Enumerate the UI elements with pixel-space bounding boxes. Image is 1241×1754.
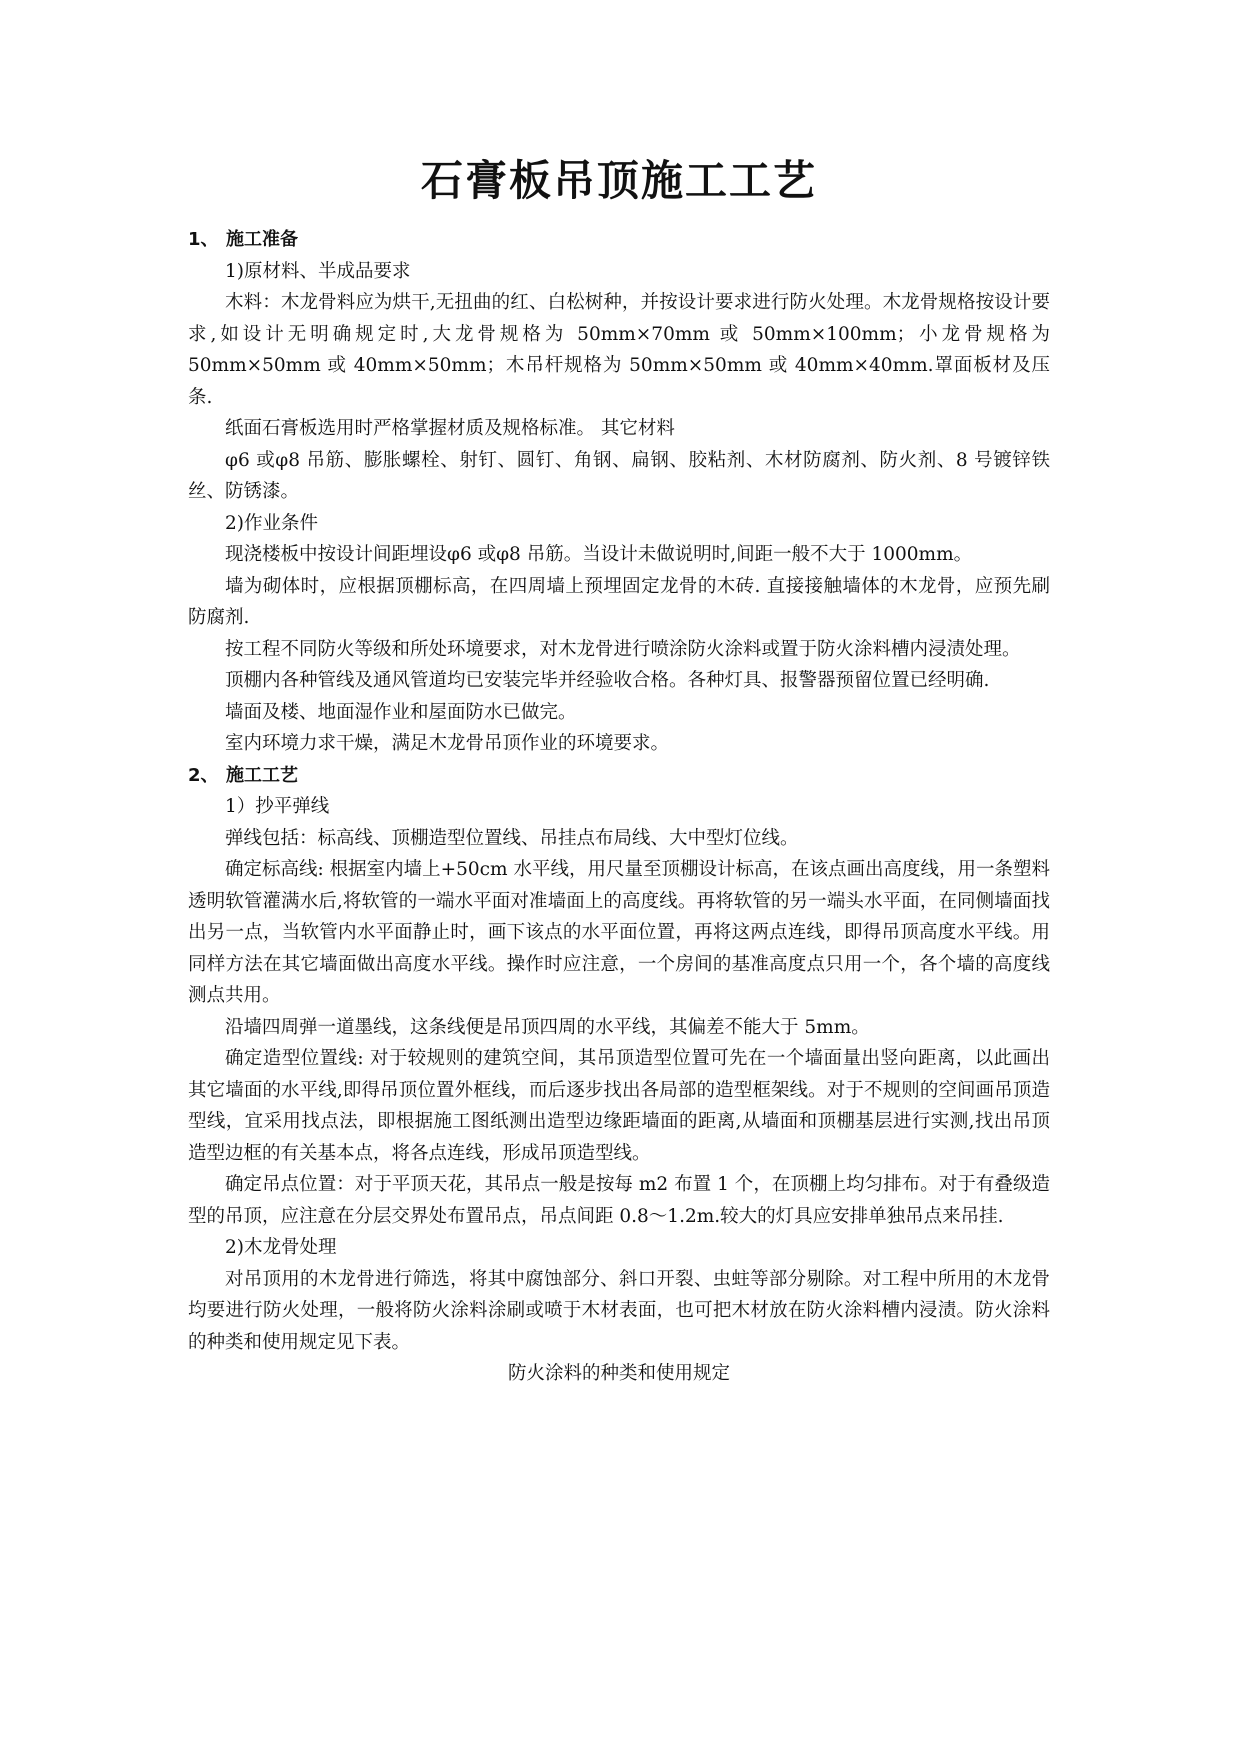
section-1-title: 施工准备 [226, 229, 298, 250]
section-1-number: 1、 [188, 229, 219, 250]
paragraph-condition-5: 墙面及楼、地面湿作业和屋面防水已做完。 [225, 701, 577, 723]
paragraph-lines-4: 确定造型位置线: 对于较规则的建筑空间，其吊顶造型位置可先在一个墙面量出竖向距离，以此画出其它墙面的水平线,即得吊顶位置外框线，而后逐步找出各局部的造型框架线。对于不规则的空间画吊顶造型线，宜采用找点法，即根据施工图纸测出造型边缘距墙面的距离,从墙面和顶棚基层进行实测,找出吊顶造型边框的有关基本点，将各点连线，形成吊顶造型线。 [188, 1048, 1050, 1164]
paragraph-lines-2: 确定标高线: 根据室内墙上+50cm 水平线，用尺量至顶棚设计标高，在该点画出高度线，用一条塑料透明软管灌满水后,将软管的一端水平面对准墙面上的高度线。再将软管的另一端头水平面，在同侧墙面找出另一点，当软管内水平面静止时，画下该点的水平面位置，再将这两点连线，即得吊顶高度水平线。用同样方法在其它墙面做出高度水平线。操作时应注意，一个房间的基准高度点只用一个，各个墙的高度线测点共用。 [188, 859, 1050, 1006]
paragraph-gypsum: 纸面石膏板选用时严格掌握材质及规格标准。 其它材料 [225, 418, 675, 439]
paragraph-wood-treatment: 对吊顶用的木龙骨进行筛选，将其中腐蚀部分、斜口开裂、虫蛀等部分剔除。对工程中所用的木龙骨均要进行防火处理，一般将防火涂料涂刷或喷于木材表面，也可把木材放在防火涂料槽内浸渍。防火涂料的种类和使用规定见下表。 [188, 1268, 1050, 1353]
section-2-heading [188, 760, 1050, 792]
paragraph-other-materials: φ6 或φ8 吊筋、膨胀螺栓、射钉、圆钉、角钢、扁钢、胶粘剂、木材防腐剂、防火剂、8 号镀锌铁丝、防锈漆。 [188, 449, 1050, 502]
paragraph-condition-6: 室内环境力求干燥，满足木龙骨吊顶作业的环境要求。 [225, 733, 670, 754]
subheading-conditions: 2)作业条件 [225, 512, 318, 534]
document-title: 石膏板吊顶施工工艺 [420, 156, 817, 205]
paragraph-lines-3: 沿墙四周弹一道墨线，这条线便是吊顶四周的水平线，其偏差不能大于 5mm。 [225, 1016, 870, 1038]
paragraph-condition-4: 顶棚内各种管线及通风管道均已安装完毕并经验收合格。各种灯具、报警器预留位置已经明确. [225, 670, 990, 691]
paragraph-condition-1: 现浇楼板中按设计间距埋设φ6 或φ8 吊筋。当设计未做说明时,间距一般不大于 1000mm。 [225, 544, 973, 565]
paragraph-condition-3: 按工程不同防火等级和所处环境要求，对木龙骨进行喷涂防火涂料或置于防火涂料槽内浸渍处理。 [225, 638, 1021, 660]
paragraph-lines-1: 弹线包括：标高线、顶棚造型位置线、吊挂点布局线、大中型灯位线。 [225, 827, 799, 849]
subheading-levelling: 1）抄平弹线 [225, 796, 330, 817]
paragraph-wood: 木料：木龙骨料应为烘干,无扭曲的红、白松树种，并按设计要求进行防火处理。木龙骨规格按设计要求,如设计无明确规定时,大龙骨规格为 50mm×70mm 或 50mm×100mm；小龙骨规格为 50mm×50mm 或 40mm×50mm；木吊杆规格为 50mm×50mm 或 40mm×40mm.罩面板材及压条. [188, 292, 1050, 408]
paragraph-lines-5: 确定吊点位置：对于平顶天花，其吊点一般是按每 m2 布置 1 个，在顶棚上均匀排布。对于有叠级造型的吊顶，应注意在分层交界处布置吊点，吊点间距 0.8～1.2m.较大的灯具应安排单独吊点来吊挂. [188, 1174, 1050, 1227]
section-2-title: 施工工艺 [226, 764, 298, 786]
section-1-heading [188, 224, 1050, 256]
document-page [188, 150, 1050, 1710]
subheading-wood-treatment: 2)木龙骨处理 [225, 1237, 337, 1258]
table-caption: 防火涂料的种类和使用规定 [507, 1363, 730, 1384]
paragraph-condition-2: 墙为砌体时，应根据顶棚标高，在四周墙上预埋固定龙骨的木砖. 直接接触墙体的木龙骨，应预先刷防腐剂. [188, 575, 1050, 628]
subheading-materials: 1)原材料、半成品要求 [225, 260, 411, 282]
section-2-number: 2、 [188, 764, 219, 786]
